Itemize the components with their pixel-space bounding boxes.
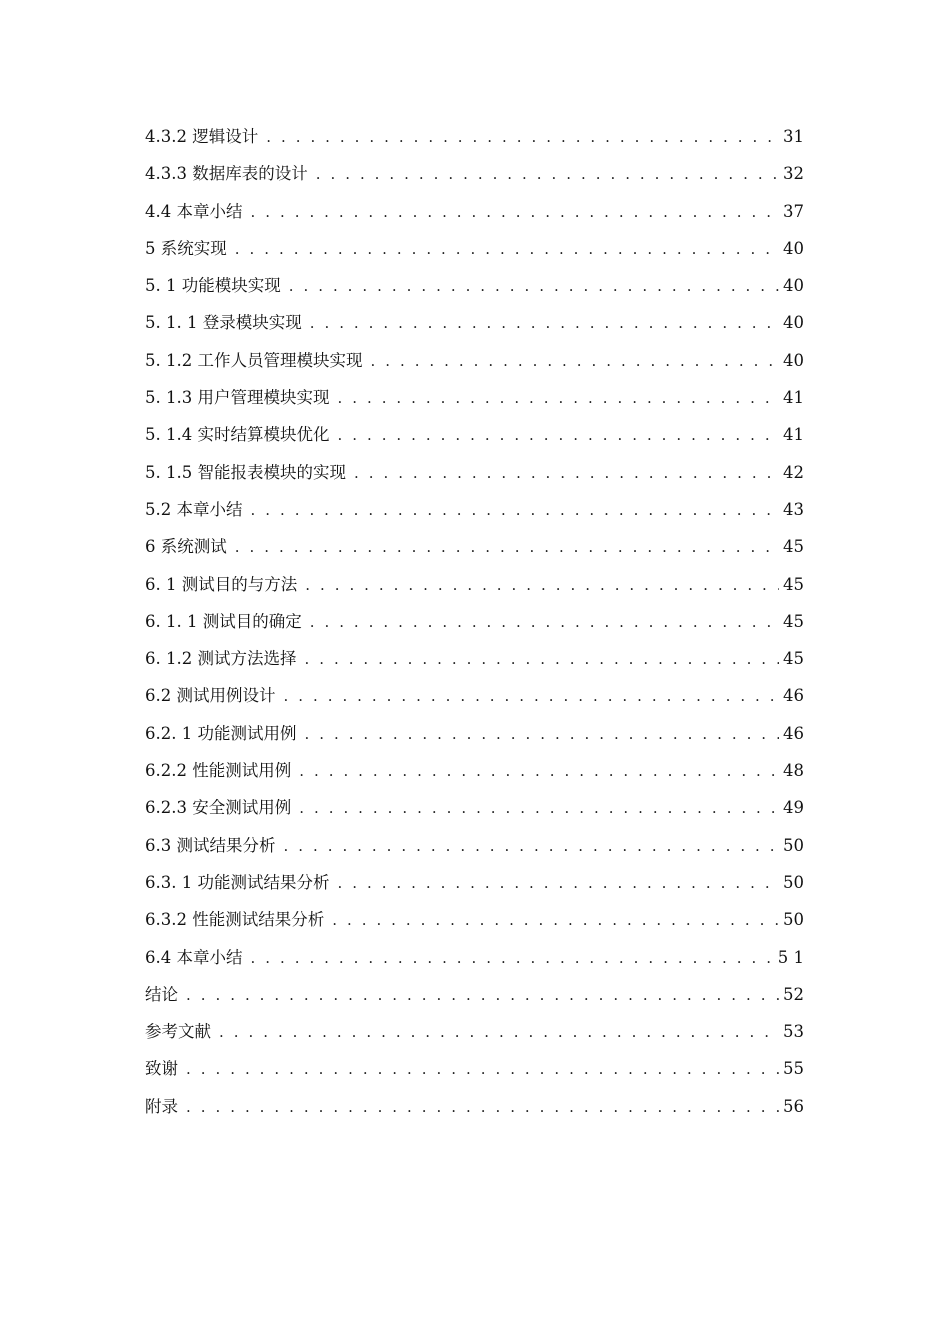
toc-entry-title: 6.2.3 安全测试用例 [145, 798, 292, 818]
toc-entry-title: 5.2 本章小结 [145, 499, 243, 519]
toc-entry-title: 6. 1 测试目的与方法 [145, 574, 298, 594]
toc-entry-title: 6. 1.2 测试方法选择 [145, 649, 297, 669]
toc-entry[interactable] [145, 864, 804, 901]
toc-entry-page-number: 41 [783, 425, 804, 445]
dot-leader [284, 828, 780, 865]
toc-entry-title: 5 系统实现 [145, 238, 227, 258]
toc-entry-title: 5. 1.2 工作人员管理模块实现 [145, 350, 363, 370]
table-of-contents [145, 118, 804, 1125]
toc-entry[interactable] [145, 379, 804, 416]
toc-entry[interactable] [145, 640, 804, 677]
toc-entry-title: 6.3. 1 功能测试结果分析 [145, 872, 330, 892]
toc-entry[interactable] [145, 1088, 804, 1125]
toc-entry-title: 附录 [145, 1096, 178, 1116]
toc-entry-page-number: 53 [783, 1022, 804, 1042]
dot-leader [186, 977, 779, 1014]
toc-entry-title: 6.2.2 性能测试用例 [145, 761, 292, 781]
toc-entry-title: 5. 1 功能模块实现 [145, 276, 281, 296]
toc-entry-title: 4.4 本章小结 [145, 201, 243, 221]
toc-entry-page-number: 55 [783, 1059, 804, 1079]
toc-entry-title: 6.2 测试用例设计 [145, 686, 276, 706]
toc-entry[interactable] [145, 752, 804, 789]
dot-leader [310, 305, 779, 342]
dot-leader [316, 156, 779, 193]
toc-entry-page-number: 32 [783, 164, 804, 184]
toc-entry[interactable] [145, 1050, 804, 1087]
dot-leader [310, 604, 779, 641]
toc-entry-page-number: 45 [783, 537, 804, 557]
toc-entry-page-number: 45 [783, 574, 804, 594]
dot-leader [337, 380, 779, 417]
dot-leader [219, 1014, 779, 1051]
toc-entry[interactable] [145, 939, 804, 976]
toc-entry-page-number: 37 [783, 201, 804, 221]
toc-entry-title: 5. 1.3 用户管理模块实现 [145, 388, 330, 408]
toc-entry-title: 5. 1.4 实时结算模块优化 [145, 425, 330, 445]
dot-leader [304, 641, 779, 678]
toc-entry-title: 4.3.2 逻辑设计 [145, 127, 259, 146]
toc-entry-page-number: 43 [783, 499, 804, 519]
dot-leader [186, 1051, 779, 1088]
toc-entry[interactable] [145, 193, 804, 230]
toc-entry[interactable] [145, 603, 804, 640]
toc-entry[interactable] [145, 715, 804, 752]
toc-entry[interactable] [145, 827, 804, 864]
dot-leader [235, 231, 779, 268]
toc-entry-title: 5. 1. 1 登录模块实现 [145, 313, 302, 333]
toc-entry[interactable] [145, 454, 804, 491]
toc-entry-page-number: 45 [783, 611, 804, 631]
toc-entry-page-number: 40 [783, 238, 804, 258]
dot-leader [284, 678, 780, 715]
toc-entry-page-number: 48 [783, 761, 804, 781]
dot-leader [354, 455, 779, 492]
toc-entry-page-number: 40 [783, 350, 804, 370]
dot-leader [305, 567, 779, 604]
toc-entry-title: 4.3.3 数据库表的设计 [145, 164, 308, 184]
toc-entry[interactable] [145, 528, 804, 565]
toc-entry-page-number: 50 [783, 910, 804, 930]
toc-entry-page-number: 40 [783, 276, 804, 296]
dot-leader [299, 790, 779, 827]
dot-leader [304, 716, 779, 753]
toc-entry-title: 6.3 测试结果分析 [145, 835, 276, 855]
toc-entry[interactable] [145, 789, 804, 826]
toc-entry-page-number: 45 [783, 649, 804, 669]
toc-entry-title: 参考文献 [145, 1022, 211, 1042]
toc-entry-title: 6. 1. 1 测试目的确定 [145, 611, 302, 631]
dot-leader [266, 119, 779, 156]
toc-entry[interactable] [145, 566, 804, 603]
toc-entry-page-number: 42 [783, 462, 804, 482]
dot-leader [299, 753, 779, 790]
toc-entry[interactable] [145, 976, 804, 1013]
toc-entry-title: 6.4 本章小结 [145, 947, 243, 967]
toc-entry-page-number: 46 [783, 723, 804, 743]
toc-entry[interactable] [145, 416, 804, 453]
toc-entry[interactable] [145, 304, 804, 341]
toc-entry-page-number: 5 1 [777, 947, 804, 967]
toc-entry[interactable] [145, 491, 804, 528]
toc-entry[interactable] [145, 118, 804, 155]
toc-entry-page-number: 31 [783, 127, 804, 146]
toc-entry-page-number: 56 [783, 1096, 804, 1116]
dot-leader [332, 902, 779, 939]
toc-entry-title: 6.3.2 性能测试结果分析 [145, 910, 325, 930]
dot-leader [251, 940, 774, 977]
dot-leader [186, 1089, 779, 1126]
toc-entry-title: 结论 [145, 984, 178, 1004]
dot-leader [337, 417, 779, 454]
toc-entry[interactable] [145, 155, 804, 192]
dot-leader [289, 268, 779, 305]
dot-leader [337, 865, 779, 902]
toc-entry[interactable] [145, 230, 804, 267]
dot-leader [251, 492, 780, 529]
dot-leader [235, 529, 779, 566]
toc-entry-page-number: 49 [783, 798, 804, 818]
toc-entry[interactable] [145, 677, 804, 714]
toc-entry-title: 5. 1.5 智能报表模块的实现 [145, 462, 346, 482]
toc-entry[interactable] [145, 267, 804, 304]
toc-entry-title: 6 系统测试 [145, 537, 227, 557]
toc-entry-page-number: 52 [783, 984, 804, 1004]
toc-entry[interactable] [145, 342, 804, 379]
dot-leader [251, 194, 780, 231]
toc-entry-title: 6.2. 1 功能测试用例 [145, 723, 297, 743]
toc-entry[interactable] [145, 901, 804, 938]
toc-entry-page-number: 41 [783, 388, 804, 408]
toc-entry-page-number: 40 [783, 313, 804, 333]
toc-entry-page-number: 50 [783, 835, 804, 855]
toc-entry-page-number: 50 [783, 872, 804, 892]
dot-leader [370, 343, 779, 380]
toc-entry-title: 致谢 [145, 1059, 178, 1079]
toc-entry-page-number: 46 [783, 686, 804, 706]
toc-entry[interactable] [145, 1013, 804, 1050]
